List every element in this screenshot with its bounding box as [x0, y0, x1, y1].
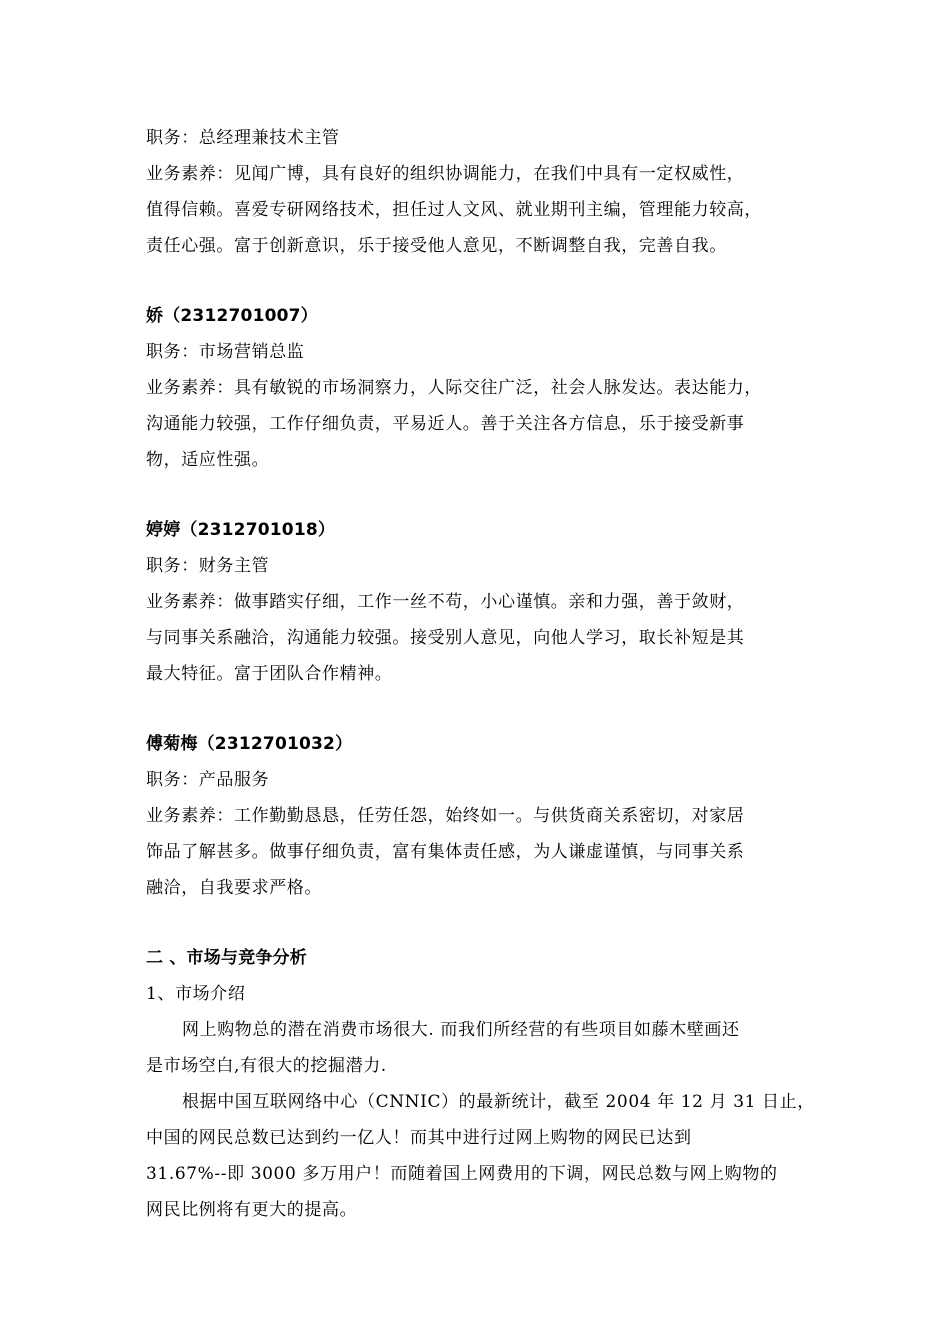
member-quality-line: 最大特征。富于团队合作精神。	[146, 664, 393, 684]
member-quality-line: 业务素养：具有敏锐的市场洞察力，人际交往广泛，社会人脉发达。表达能力，	[146, 378, 762, 398]
spacer	[146, 692, 808, 726]
paragraph-line: 根据中国互联网络中心（CNNIC）的最新统计，截至 2004 年 12 月 31 日止，	[182, 1092, 815, 1112]
member-quality-line: 业务素养：见闻广博，具有良好的组织协调能力，在我们中具有一定权威性，	[146, 164, 745, 184]
spacer	[146, 906, 808, 940]
document-body	[146, 120, 815, 1228]
member-quality-line: 业务素养：做事踏实仔细，工作一丝不苟，小心谨慎。亲和力强，善于敛财，	[146, 592, 745, 612]
member-block	[146, 512, 808, 692]
member-quality-line: 物，适应性强。	[146, 450, 270, 470]
subsection-heading: 1、市场介绍	[146, 984, 246, 1004]
member-role: 职务：市场营销总监	[146, 342, 305, 362]
member-quality-line: 值得信赖。喜爱专研网络技术，担任过人文风、就业期刊主编，管理能力较高，	[146, 200, 762, 220]
member-quality-line: 责任心强。富于创新意识，乐于接受他人意见，不断调整自我，完善自我。	[146, 236, 727, 256]
paragraph-line: 网上购物总的潜在消费市场很大. 而我们所经营的有些项目如藤木壁画还	[182, 1020, 740, 1040]
member-quality-line: 沟通能力较强，工作仔细负责，平易近人。善于关注各方信息，乐于接受新事	[146, 414, 745, 434]
member-block-manager	[146, 120, 808, 264]
member-quality-line: 饰品了解甚多。做事仔细负责，富有集体责任感，为人谦虚谨慎，与同事关系	[146, 842, 745, 862]
member-block	[146, 298, 808, 478]
member-quality-line: 与同事关系融洽，沟通能力较强。接受别人意见，向他人学习，取长补短是其	[146, 628, 745, 648]
member-block	[146, 726, 808, 906]
paragraph-line: 中国的网民总数已达到约一亿人！而其中进行过网上购物的网民已达到	[146, 1128, 692, 1148]
member-role: 职务：产品服务	[146, 770, 270, 790]
paragraph-line: 网民比例将有更大的提高。	[146, 1200, 358, 1220]
paragraph-line: 是市场空白,有很大的挖掘潜力.	[146, 1056, 387, 1076]
section-heading: 二 、市场与竞争分析	[146, 948, 307, 968]
paragraph-line: 31.67%--即 3000 多万用户！而随着国上网费用的下调，网民总数与网上购物的	[146, 1164, 778, 1184]
member-name: 娇（2312701007）	[146, 306, 318, 326]
spacer	[146, 478, 808, 512]
member-role: 职务：总经理兼技术主管	[146, 128, 340, 148]
spacer	[146, 264, 808, 298]
member-quality-line: 业务素养：工作勤勤恳恳，任劳任怨，始终如一。与供货商关系密切，对家居	[146, 806, 745, 826]
member-name: 傅菊梅（2312701032）	[146, 734, 353, 754]
member-name: 婷婷（2312701018）	[146, 520, 336, 540]
member-quality-line: 融洽，自我要求严格。	[146, 878, 322, 898]
section-market-analysis	[146, 940, 815, 1228]
member-role: 职务：财务主管	[146, 556, 270, 576]
